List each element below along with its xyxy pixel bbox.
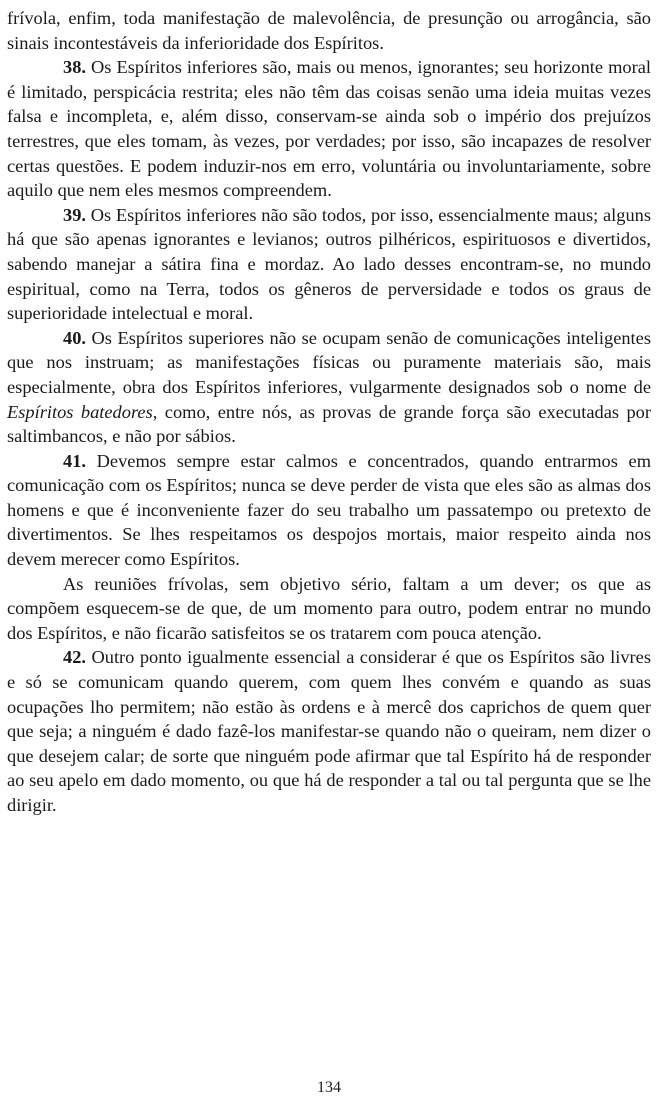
page-number: 134 xyxy=(317,1079,341,1096)
paragraph-number: 42. xyxy=(63,647,86,668)
paragraph-continuation xyxy=(7,6,651,55)
paragraph-number: 41. xyxy=(63,450,86,471)
paragraph-41-continued xyxy=(7,572,651,646)
paragraph-text: Os Espíritos inferiores são, mais ou menos, ignorantes; seu horizonte moral é limitado, perspicácia restrita; eles não têm das coisas senão uma ideia muitas vezes falsa e incompleta, e, além disso, conservam-se ainda sob o império dos prejuízos terrestres, que eles tomam, às vezes, por verdades; por isso, são incapazes de resolver certas questões. E podem induzir-nos em erro, voluntária ou involuntariamente, sobre aquilo que nem eles mesmos compreendem. xyxy=(7,57,651,201)
paragraph-text: Devemos sempre estar calmos e concentrados, quando entrarmos em comunicação com os Espíritos; nunca se deve perder de vista que eles são as almas dos homens e que é inconveniente fazer do seu trabalho um passatempo ou pretexto de divertimentos. Se lhes respeitamos os despojos mortais, maior respeito ainda nos devem merecer como Espíritos. xyxy=(7,450,651,570)
paragraph-38 xyxy=(7,55,651,203)
paragraph-41 xyxy=(7,449,651,572)
paragraph-text: , como, entre nós, as provas de grande força são executadas por saltimbancos, e não por sábios. xyxy=(7,401,651,447)
paragraph-number: 38. xyxy=(63,57,86,78)
paragraph-text: frívola, enfim, toda manifestação de malevolência, de presunção ou arrogância, são sinais incontestáveis da inferioridade dos Espíritos. xyxy=(7,8,651,53)
paragraph-42 xyxy=(7,645,651,817)
paragraph-text: As reuniões frívolas, sem objetivo sério, faltam a um dever; os que as compõem esquecem-se de que, de um momento para outro, podem entrar no mundo dos Espíritos, e não ficarão satisfeitos se os tratarem com pouca atenção. xyxy=(7,573,651,643)
paragraph-text: Os Espíritos superiores não se ocupam senão de comunicações inteligentes que nos instruam; as manifestações físicas ou puramente materiais são, mais especialmente, obra dos Espíritos inferiores, vulgarmente designados sob o nome de xyxy=(7,327,651,397)
italic-term: Espíritos batedores xyxy=(7,401,153,422)
page-body xyxy=(7,6,651,818)
paragraph-text: Os Espíritos inferiores não são todos, por isso, essencialmente maus; alguns há que são apenas ignorantes e levianos; outros pilhéricos, espirituosos e divertidos, sabendo manejar a sátira fina e mordaz. Ao lado desses encontram-se, no mundo espiritual, como na Terra, todos os gêneros de perversidade e todos os graus de superioridade intelectual e moral. xyxy=(7,204,651,324)
paragraph-text: Outro ponto igualmente essencial a considerar é que os Espíritos são livres e só se comunicam quando querem, com quem lhes convém e quando as suas ocupações lho permitem; não estão às ordens e à mercê dos caprichos de quem quer que seja; a ninguém é dado fazê-los manifestar-se quando não o queiram, nem dizer o que desejem calar; de sorte que ninguém pode afirmar que tal Espírito há de responder ao seu apelo em dado momento, ou que há de responder a tal ou tal pergunta que se lhe dirigir. xyxy=(7,647,651,815)
paragraph-39 xyxy=(7,203,651,326)
paragraph-number: 39. xyxy=(63,204,86,225)
paragraph-40 xyxy=(7,326,651,449)
paragraph-number: 40. xyxy=(63,327,86,348)
